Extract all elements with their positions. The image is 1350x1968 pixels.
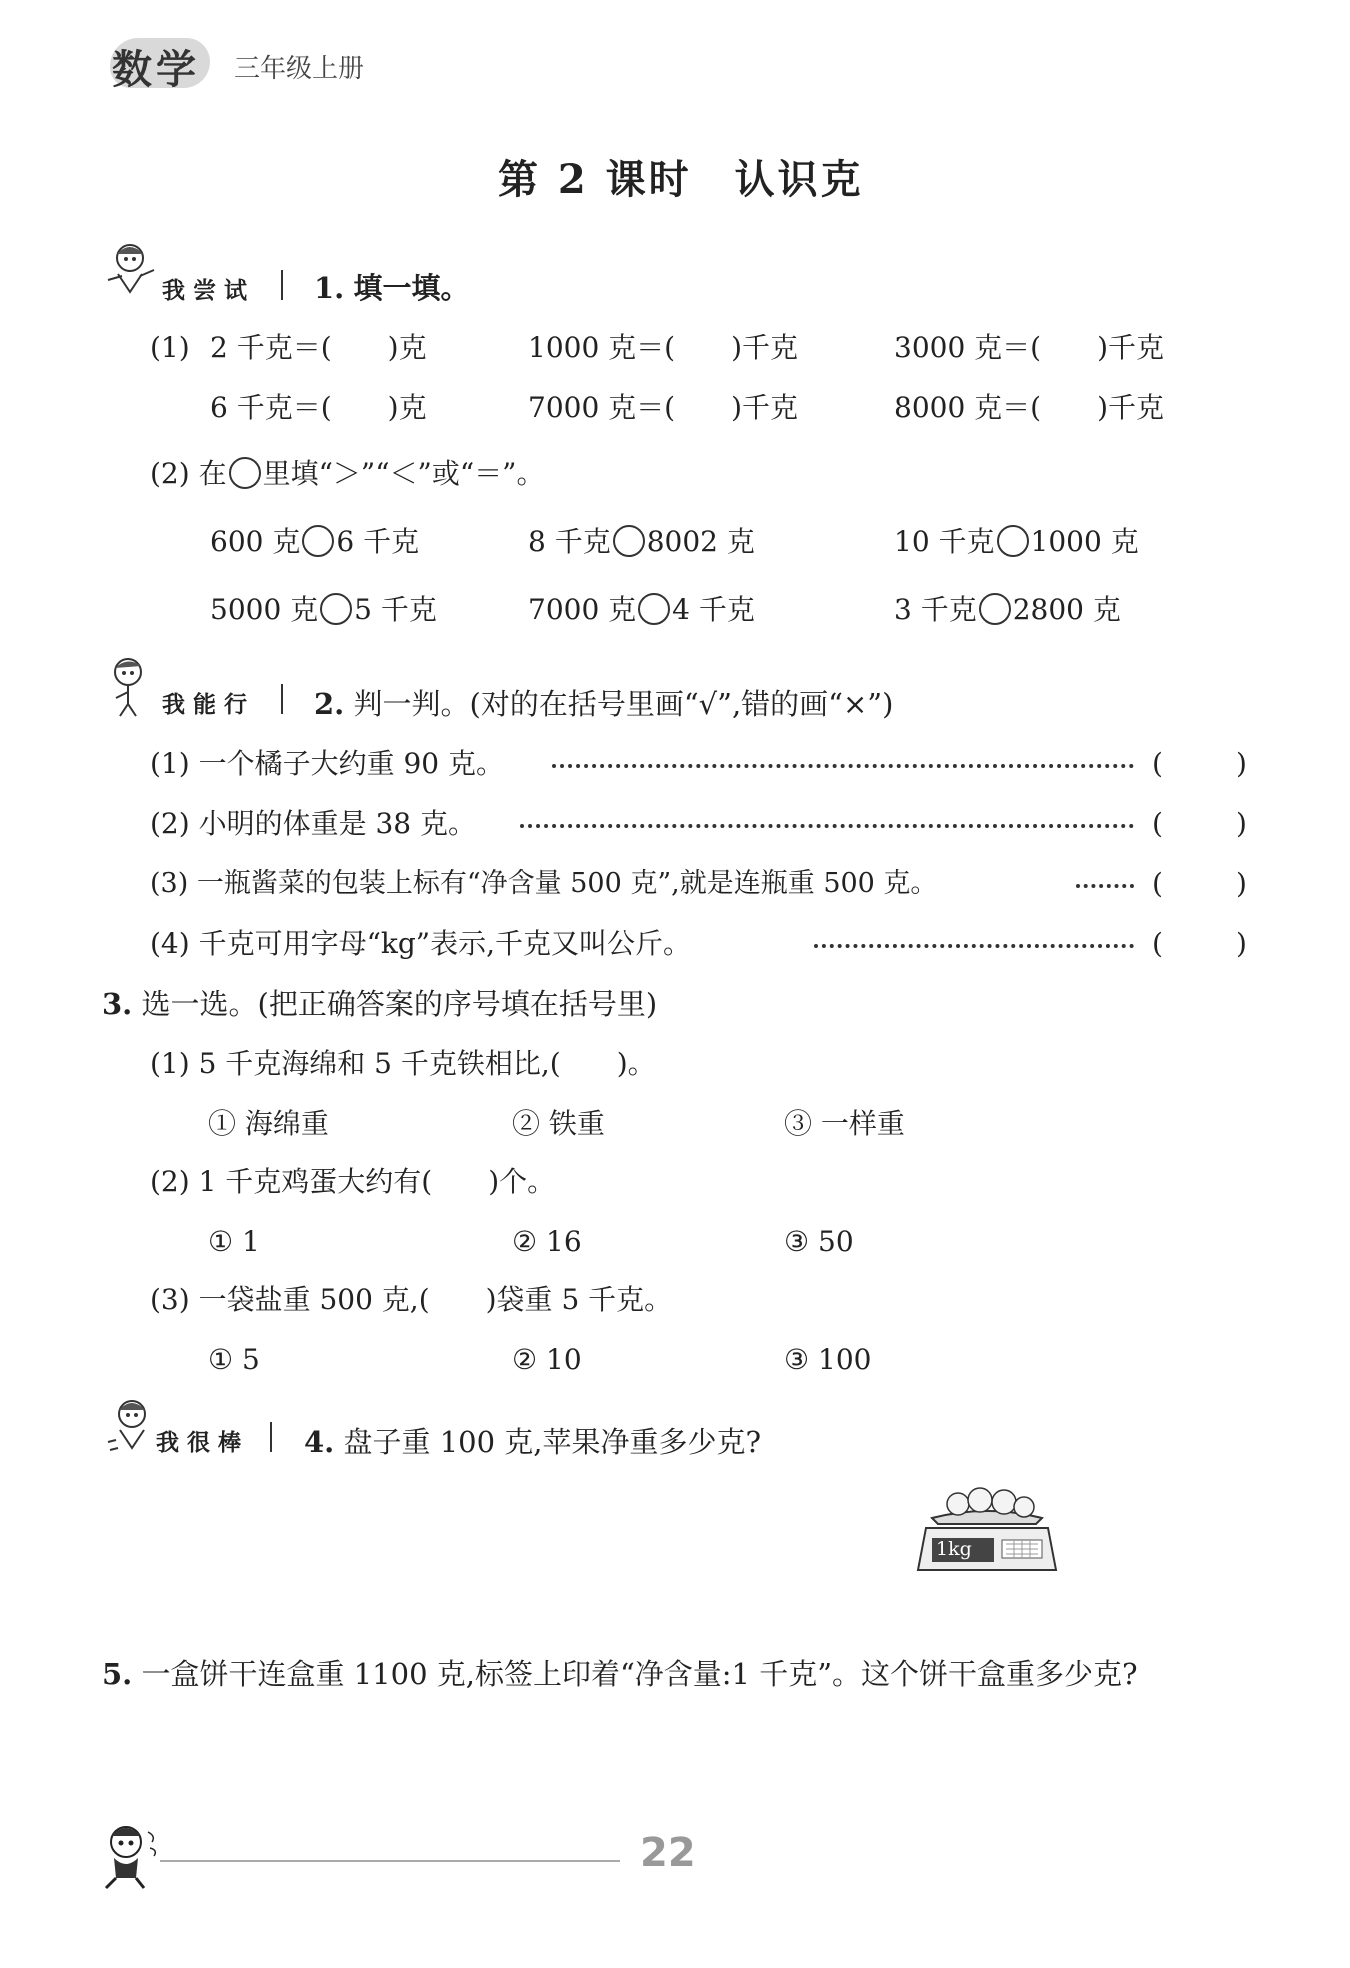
q2-item: (3) 一瓶酱菜的包装上标有“净含量 500 克”,就是连瓶重 500 克。 (150, 868, 938, 899)
q4-number: 4. (304, 1425, 335, 1459)
q2-item: (2) 小明的体重是 38 克。 (150, 807, 477, 840)
badge-divider (270, 1422, 272, 1452)
scale-display-label: 1kg (936, 1538, 972, 1560)
q1-part2-instruction (150, 456, 544, 492)
dotted-leader (814, 944, 1134, 948)
q3-option[interactable]: ① 5 (208, 1343, 260, 1376)
q2-title (314, 686, 893, 722)
q2-answer-paren-right: ) (1236, 927, 1247, 960)
q2-item: (4) 千克可用字母“kg”表示,千克又叫公斤。 (150, 927, 691, 960)
q3-option[interactable]: ① 海绵重 (208, 1107, 329, 1140)
q1-blank: 2 千克＝( )克 (210, 331, 427, 364)
compare-circle-icon[interactable] (997, 525, 1029, 557)
q1-blank: 8000 克＝( )千克 (894, 391, 1165, 424)
badge-divider (281, 270, 283, 300)
q4-text: 盘子重 100 克,苹果净重多少克? (343, 1425, 762, 1459)
compare-item: 5000 克 5 千克 (210, 593, 437, 626)
footer-rule (160, 1860, 620, 1862)
q3-question: (2) 1 千克鸡蛋大约有( )个。 (150, 1165, 556, 1198)
q1-blank: 1000 克＝( )千克 (528, 331, 799, 364)
mascot-girl-icon (104, 240, 158, 302)
q4-title (304, 1424, 761, 1460)
q2-answer-paren-right: ) (1236, 867, 1247, 900)
badge-can: 我能行 (162, 692, 255, 718)
q2-text: 判一判。(对的在括号里画“√”,错的画“×”) (353, 687, 894, 721)
q1-text: 填一填。 (353, 271, 470, 305)
mascot-boy-icon (106, 654, 156, 718)
header-subject: 数学 (112, 47, 200, 93)
q3-option[interactable]: ③ 一样重 (784, 1107, 905, 1140)
compare-circle-icon[interactable] (302, 525, 334, 557)
badge-divider (281, 684, 283, 714)
q3-text: 选一选。(把正确答案的序号填在括号里) (141, 987, 658, 1021)
compare-circle-icon[interactable] (613, 525, 645, 557)
q5-title (102, 1656, 1138, 1692)
q3-option[interactable]: ① 1 (208, 1225, 260, 1258)
q1-blank: 3000 克＝( )千克 (894, 331, 1165, 364)
compare-circle-icon[interactable] (320, 593, 352, 625)
badge-try: 我尝试 (162, 278, 255, 304)
scale-with-apples-illustration (914, 1484, 1060, 1576)
q3-option[interactable]: ③ 100 (784, 1343, 872, 1376)
q2-answer-paren-left[interactable]: ( (1152, 807, 1163, 840)
mascot-girl-cheer-icon (104, 1396, 156, 1460)
compare-item: 600 克 6 千克 (210, 525, 420, 558)
dotted-leader (552, 764, 1134, 768)
compare-circle-icon[interactable] (979, 593, 1011, 625)
footer-mascot-icon (96, 1820, 164, 1892)
q3-question: (3) 一袋盐重 500 克,( )袋重 5 千克。 (150, 1283, 673, 1316)
q1-part1-label: (1) (150, 331, 190, 364)
lesson-title: 第 2 课时 认识克 (498, 156, 864, 203)
q3-option[interactable]: ② 铁重 (512, 1107, 605, 1140)
page-number: 22 (640, 1830, 696, 1876)
header-grade: 三年级上册 (234, 54, 365, 84)
q1-blank: 6 千克＝( )克 (210, 391, 427, 424)
q2-answer-paren-right: ) (1236, 747, 1247, 780)
compare-item: 7000 克 4 千克 (528, 593, 755, 626)
q2-answer-paren-left[interactable]: ( (1152, 867, 1163, 900)
q1-part2-post: 里填“＞”“＜”或“＝”。 (262, 457, 545, 490)
q3-question: (1) 5 千克海绵和 5 千克铁相比,( )。 (150, 1047, 656, 1080)
q1-title (314, 270, 470, 306)
q3-option[interactable]: ② 10 (512, 1343, 582, 1376)
q2-answer-paren-left[interactable]: ( (1152, 747, 1163, 780)
dotted-leader (520, 824, 1134, 828)
q5-text: 一盒饼干连盒重 1100 克,标签上印着“净含量:1 千克”。这个饼干盒重多少克? (141, 1657, 1138, 1691)
q2-number: 2. (314, 687, 345, 721)
q3-number: 3. (102, 987, 133, 1021)
q1-number: 1. (314, 271, 345, 305)
badge-great: 我很棒 (156, 1430, 249, 1456)
q1-part2-pre: 在 (198, 457, 227, 490)
dotted-leader (1076, 884, 1134, 888)
q1-blank: 7000 克＝( )千克 (528, 391, 799, 424)
q3-option[interactable]: ③ 50 (784, 1225, 854, 1258)
q1-part2-label: (2) (150, 457, 190, 490)
compare-circle-icon[interactable] (638, 593, 670, 625)
q5-number: 5. (102, 1657, 133, 1691)
q3-option[interactable]: ② 16 (512, 1225, 582, 1258)
compare-item: 3 千克 2800 克 (894, 593, 1121, 626)
q2-item: (1) 一个橘子大约重 90 克。 (150, 747, 505, 780)
compare-item: 8 千克 8002 克 (528, 525, 755, 558)
q2-answer-paren-right: ) (1236, 807, 1247, 840)
compare-item: 10 千克 1000 克 (894, 525, 1139, 558)
compare-circle-icon (229, 457, 261, 489)
q3-title (102, 986, 657, 1022)
q2-answer-paren-left[interactable]: ( (1152, 927, 1163, 960)
